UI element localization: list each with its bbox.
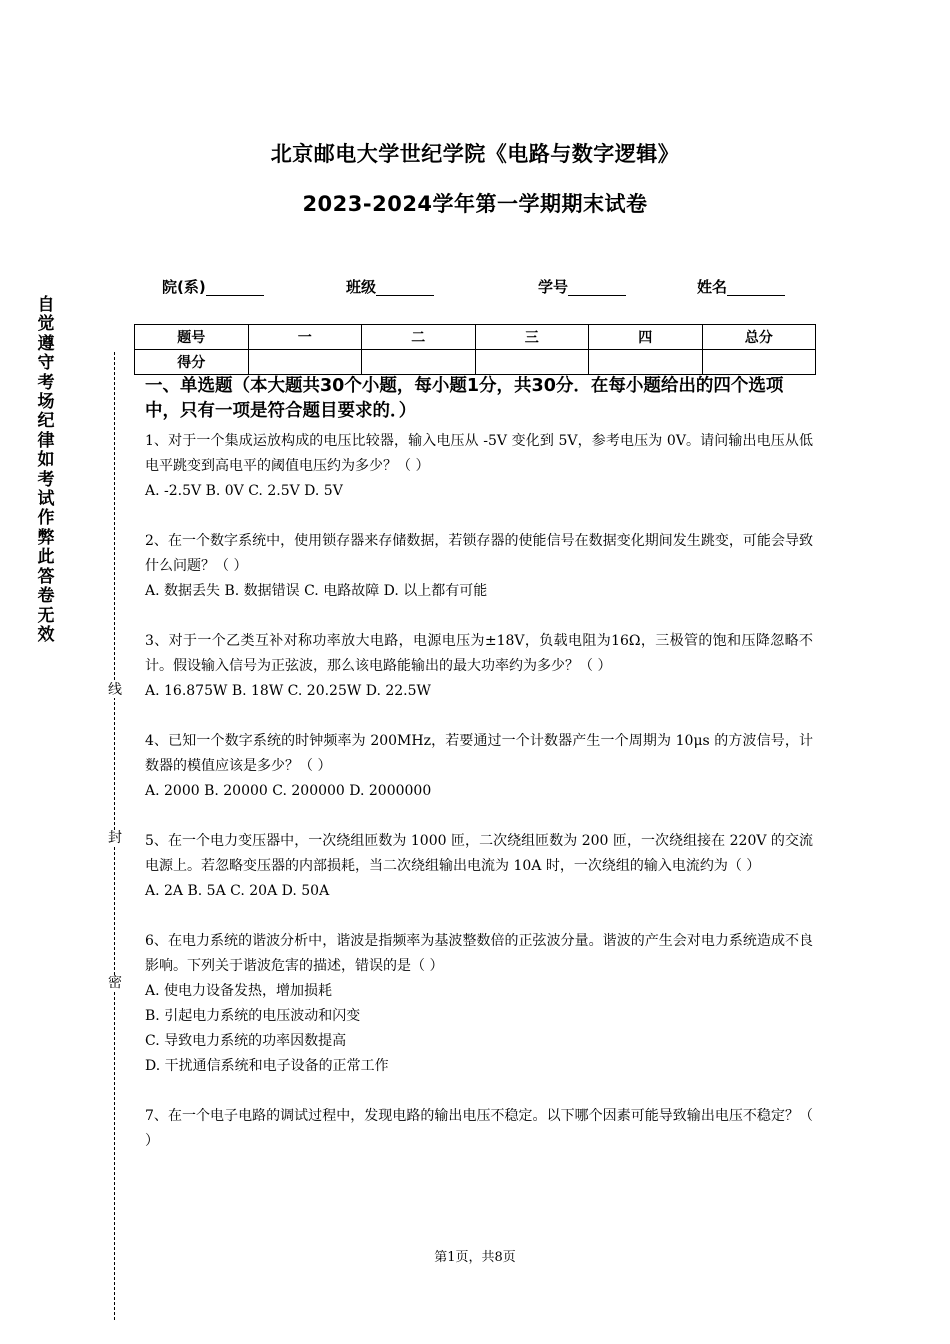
department-field xyxy=(162,276,264,297)
exam-title-line1: 北京邮电大学世纪学院《电路与数字逻辑》 xyxy=(270,142,680,166)
option-a: A. 使电力设备发热，增加损耗 xyxy=(145,983,333,999)
score-table-score-row xyxy=(135,350,816,375)
exam-content xyxy=(145,374,813,1179)
class-field xyxy=(346,276,434,297)
question-5 xyxy=(145,829,813,904)
option-d: D. 干扰通信系统和电子设备的正常工作 xyxy=(145,1058,389,1074)
section-heading: 一、单选题（本大题共30个小题，每小题1分，共30分．在每小题给出的四个选项中，只有一项是符合题目要求的．） xyxy=(145,376,784,421)
binding-mark-line: 线 xyxy=(108,682,122,698)
class-label: 班级 xyxy=(346,278,377,296)
name-label: 姓名 xyxy=(697,278,728,296)
question-options: A. 2000 B. 20000 C. 200000 D. 2000000 xyxy=(145,783,432,799)
binding-mark-seal: 封 xyxy=(108,830,122,846)
side-warning-text: 自觉遵守考场纪律如考试作弊此答卷无效 xyxy=(37,295,55,645)
score-cell: 一 xyxy=(248,325,362,350)
score-input-cell[interactable] xyxy=(248,350,362,375)
question-4 xyxy=(145,729,813,804)
class-blank[interactable] xyxy=(376,279,434,296)
question-options: A. 数据丢失 B. 数据错误 C. 电路故障 D. 以上都有可能 xyxy=(145,583,488,599)
exam-title-line2: 2023-2024学年第一学期期末试卷 xyxy=(302,192,648,216)
score-cell: 二 xyxy=(362,325,476,350)
question-3 xyxy=(145,629,813,704)
question-stem: 3、对于一个乙类互补对称功率放大电路，电源电压为±18V，负载电阻为16Ω，三极管的饱和压降忽略不计。假设输入信号为正弦波，那么该电路能输出的最大功率约为多少？（ ） xyxy=(145,633,813,674)
score-input-cell[interactable] xyxy=(362,350,476,375)
question-options: A. 2A B. 5A C. 20A D. 50A xyxy=(145,883,330,899)
option-b: B. 引起电力系统的电压波动和闪变 xyxy=(145,1008,361,1024)
score-input-cell[interactable] xyxy=(702,350,816,375)
department-blank[interactable] xyxy=(206,279,264,296)
question-options: A. 16.875W B. 18W C. 20.25W D. 22.5W xyxy=(145,683,431,699)
score-cell: 四 xyxy=(589,325,703,350)
department-label: 院(系) xyxy=(162,278,206,296)
question-stem: 6、在电力系统的谐波分析中，谐波是指频率为基波整数倍的正弦波分量。谐波的产生会对电力系统造成不良影响。下列关于谐波危害的描述，错误的是（ ） xyxy=(145,933,813,974)
question-stem: 5、在一个电力变压器中，一次绕组匝数为 1000 匝，二次绕组匝数为 200 匝，一次绕组接在 220V 的交流电源上。若忽略变压器的内部损耗，当二次绕组输出电流为 10A 时，一次绕组的输入电流约为（ ） xyxy=(145,833,813,874)
score-table-header-row xyxy=(135,325,816,350)
page-number: 第1页，共8页 xyxy=(434,1250,516,1265)
student-id-field xyxy=(538,276,626,297)
question-6 xyxy=(145,929,813,1079)
score-cell: 题号 xyxy=(135,325,249,350)
name-field xyxy=(697,276,785,297)
score-cell: 三 xyxy=(475,325,589,350)
question-1 xyxy=(145,429,813,504)
score-cell: 总分 xyxy=(702,325,816,350)
question-stem: 2、在一个数字系统中，使用锁存器来存储数据，若锁存器的使能信号在数据变化期间发生跳变，可能会导致什么问题？（ ） xyxy=(145,533,813,574)
score-cell: 得分 xyxy=(135,350,249,375)
question-stem: 4、已知一个数字系统的时钟频率为 200MHz，若要通过一个计数器产生一个周期为 10μs 的方波信号，计数器的模值应该是多少？（ ） xyxy=(145,733,813,774)
question-stem: 1、对于一个集成运放构成的电压比较器，输入电压从 -5V 变化到 5V，参考电压为 0V。请问输出电压从低电平跳变到高电平的阈值电压约为多少？（ ） xyxy=(145,433,813,474)
question-options: A. -2.5V B. 0V C. 2.5V D. 5V xyxy=(145,483,343,499)
option-c: C. 导致电力系统的功率因数提高 xyxy=(145,1033,347,1049)
score-table xyxy=(134,324,816,375)
student-id-blank[interactable] xyxy=(568,279,626,296)
question-2 xyxy=(145,529,813,604)
score-input-cell[interactable] xyxy=(589,350,703,375)
student-id-label: 学号 xyxy=(538,278,569,296)
question-7 xyxy=(145,1104,813,1154)
binding-mark-secret: 密 xyxy=(108,975,122,991)
question-stem: 7、在一个电子电路的调试过程中，发现电路的输出电压不稳定。以下哪个因素可能导致输出电压不稳定？（ ） xyxy=(145,1108,813,1149)
score-input-cell[interactable] xyxy=(475,350,589,375)
name-blank[interactable] xyxy=(727,279,785,296)
